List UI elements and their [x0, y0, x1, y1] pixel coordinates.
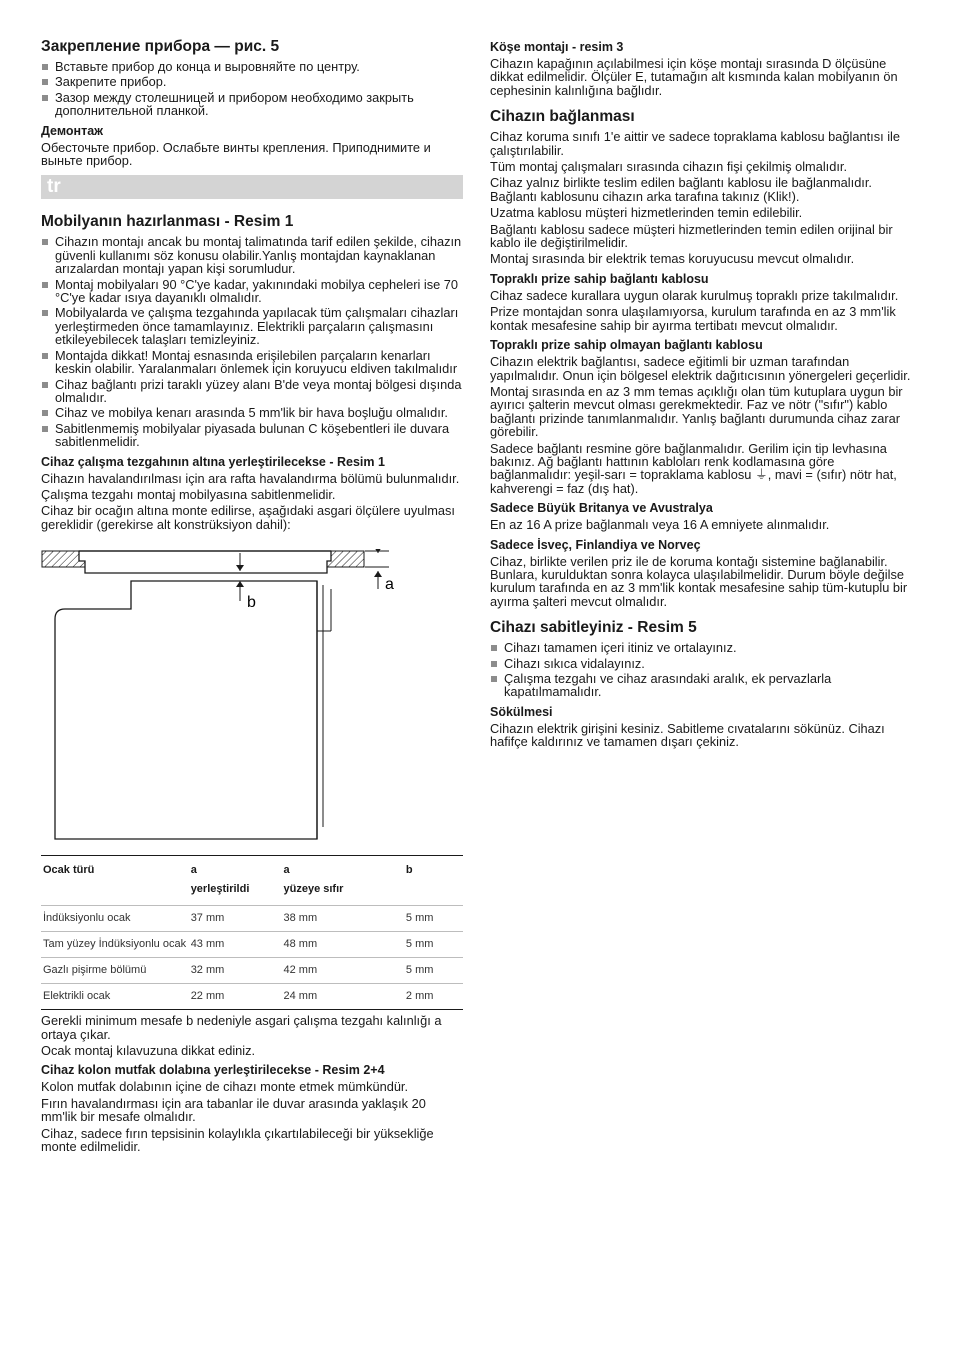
- list-item: Montajda dikkat! Montaj esnasında erişilebilen parçaların kenarları keskin olabilir. Yaralanmaları önlemek için koruyucu eldiven takılmalıdır: [41, 349, 463, 376]
- paragraph: Tüm montaj çalışmaları sırasında cihazın fişi çekilmiş olmalıdır.: [490, 159, 848, 175]
- list-item: Cihazın montajı ancak bu montaj talimatında tarif edilen şekilde, cihazın güvenli kullanımı söz konusu olabilir.Yanlış montajdan kaynaklanan arızalardan montajı yapan kişi sorumludur.: [41, 235, 463, 275]
- table-cell: Tam yüzey İndüksiyonlu ocak: [41, 932, 189, 958]
- table-header: a yüzeye sıfır: [283, 864, 344, 896]
- paragraph: Cihaz, birlikte verilen priz ile de koruma kontağı sistemine bağlanabilir. Bunlara, kurulduktan sonra kolayca ulaşılabilmelidir. Durum böyle değilse kurulum tarafında en az 3 mm'lik kontak mesafesine sahip tüm-kutuplu bir ayırma şalteri mevcut olmalıdır.: [490, 553, 908, 609]
- nordic-title: Sadece İsveç, Finlandiya ve Norveç: [490, 537, 701, 552]
- paragraph: Cihazın havalandırılması için ara rafta havalandırma bölümü bulunmalıdır.: [41, 470, 460, 486]
- topraksiz-title: Topraklı prize sahip olmayan bağlantı kablosu: [490, 338, 763, 353]
- paragraph: Prize montajdan sonra ulaşılamıyorsa, kurulum tarafında en az 3 mm'lik kontak mesafesine sahip bir ayırma tertibatı mevcut olmalıdır.: [490, 304, 896, 333]
- hob-outline: [79, 551, 331, 573]
- list-item: Çalışma tezgahı ve cihaz arasındaki aralık, ek pervazlarla kapatılmamalıdır.: [490, 672, 914, 699]
- paragraph: Ocak montaj kılavuzuna dikkat ediniz.: [41, 1042, 256, 1058]
- table-cell: 22 mm: [189, 984, 282, 1010]
- paragraph: Cihaz yalnız birlikte teslim edilen bağlantı kablosu ile bağlanmalıdır. Bağlantı kablosunu cihazın arka tarafına takınız (Klik!).: [490, 175, 872, 204]
- paragraph: Cihaz bir ocağın altına monte edilirse, aşağıdaki asgari ölçülere uyulması gereklidir (gerekirse alt konstrüksiyon dahil):: [41, 503, 455, 532]
- list-item: Mobilyalarda ve çalışma tezgahında yapılacak tüm çalışmaları cihazları yerleştirmeden önce tamamlayınız. Elektrikli parçaların çalışmasını etkileyebilecek talaşları temizleyiniz.: [41, 306, 463, 346]
- list-item: Sabitlenmemiş mobilyalar piyasada bulunan C köşebentleri ile duvara sabitlenmelidir.: [41, 422, 463, 449]
- ocak-title: Cihaz çalışma tezgahının altına yerleştirilecekse - Resim 1: [41, 454, 385, 469]
- list-item: Cihaz bağlantı prizi taraklı yüzey alanı B'de veya montaj bölgesi dışında olmalıdır.: [41, 378, 463, 405]
- paragraph: Uzatma kablosu müşteri hizmetlerinden temin edilebilir.: [490, 205, 803, 221]
- list-item: Montaj mobilyaları 90 °C'ye kadar, yakınındaki mobilya cepheleri ise 70 °C'ye kadar ısıya dayanıklı olmalıdır.: [41, 278, 463, 305]
- ru-section-title: Закрепление прибора — рис. 5: [41, 38, 280, 55]
- paragraph: Cihazın kapağının açılabilmesi için köşe montajı sırasında D ölçüsüne dikkat edilmelidir. Ölçüler E, tutamağın alt kısmında kalan mobilyanın ön cephesinin kalınlığına bağlıdır.: [490, 56, 898, 98]
- right-column: [490, 38, 914, 752]
- paragraph: Cihazın elektrik girişini kesiniz. Sabitleme cıvatalarını sökünüz. Cihazı hafifçe kaldırınız ve tamamen dışarı çekiniz.: [490, 720, 885, 750]
- ru-subsection-title: Демонтаж: [41, 123, 104, 138]
- mobilya-title: Mobilyanın hazırlanması - Resim 1: [41, 213, 294, 231]
- table-row: [41, 906, 463, 932]
- table-header: Ocak türü: [43, 864, 95, 877]
- list-item: Закрепите прибор.: [41, 75, 463, 88]
- table-cell: Gazlı pişirme bölümü: [41, 958, 189, 984]
- kolon-title: Cihaz kolon mutfak dolabına yerleştirilecekse - Resim 2+4: [41, 1063, 385, 1078]
- table-cell: Elektrikli ocak: [41, 984, 189, 1010]
- language-label: tr: [47, 176, 61, 198]
- paragraph: Cihaz, sadece fırın tepsisinin kolaylıkla çıkartılabileceği bir yüksekliğe monte edilmelidir.: [41, 1125, 434, 1154]
- list-item: Зазор между столешницей и прибором необходимо закрыть дополнительной планкой.: [41, 91, 463, 118]
- table-cell: 48 mm: [282, 932, 404, 958]
- ru-bullet-list: [41, 60, 463, 118]
- table-cell: 32 mm: [189, 958, 282, 984]
- table-cell: 2 mm: [404, 984, 463, 1010]
- list-item: Вставьте прибор до конца и выровняйте по центру.: [41, 60, 463, 73]
- table-cell: 43 mm: [189, 932, 282, 958]
- installation-diagram: [41, 549, 463, 849]
- table-header: b: [405, 864, 413, 877]
- language-bar: [41, 175, 463, 199]
- paragraph: Bağlantı kablosu sadece müşteri hizmetlerinden temin edilen orijinal bir kablo ile değiştirilmelidir.: [490, 221, 893, 251]
- paragraph: Fırın havalandırması için ara tabanlar ile duvar arasında yaklaşık 20 mm'lik bir mesafe olmalıdır.: [41, 1095, 426, 1125]
- label-b: b: [247, 594, 256, 612]
- table-row: [41, 958, 463, 984]
- paragraph: Çalışma tezgahı montaj mobilyasına sabitlenmelidir.: [41, 486, 336, 502]
- table-row: [41, 932, 463, 958]
- table-header: a yerleştirildi: [190, 864, 250, 896]
- paragraph: Gerekli minimum mesafe b nedeniyle asgari çalışma tezgahı kalınlığı a ortaya çıkar.: [41, 1013, 442, 1042]
- oven-outline: [55, 581, 317, 839]
- baglanti-title: Cihazın bağlanması: [490, 108, 635, 126]
- table-cell: 37 mm: [189, 906, 282, 932]
- paragraph: Cihaz koruma sınıfı 1'e aittir ve sadece topraklama kablosu bağlantısı ile çalıştırılabilir.: [490, 129, 901, 158]
- mobilya-bullet-list: [41, 235, 463, 448]
- paragraph: Kolon mutfak dolabının içine de cihazı monte etmek mümkündür.: [41, 1079, 409, 1095]
- table-cell: 5 mm: [404, 958, 463, 984]
- table-cell: 42 mm: [282, 958, 404, 984]
- paragraph: Montaj sırasında en az 3 mm temas açıklığı olan tüm kutuplara uygun bir ayırıcı şalterin mevcut olması gerekmektedir. Faz ve nötr ("sıfır") kablo bağlantı prizinde tanımlanmalıdır. Yanlış bağlantı durumunda cihaz zarar görebilir.: [490, 383, 903, 440]
- sokulmesi-title: Sökülmesi: [490, 704, 553, 719]
- toprakli-title: Topraklı prize sahip bağlantı kablosu: [490, 271, 709, 286]
- table-cell: 24 mm: [282, 984, 404, 1010]
- paragraph: En az 16 A prize bağlanmalı veya 16 A emniyete alınmalıdır.: [490, 517, 830, 533]
- sabitle-bullet-list: [490, 641, 914, 699]
- kose-title: Köşe montajı - resim 3: [490, 40, 624, 54]
- label-a: a: [385, 576, 394, 594]
- table-row: [41, 984, 463, 1010]
- ru-subsection-text: Обесточьте прибор. Ослабьте винты крепления. Приподнимите и выньте прибор.: [41, 139, 431, 169]
- list-item: Cihazı tamamen içeri itiniz ve ortalayınız.: [490, 641, 914, 654]
- paragraph: Sadece bağlantı resmine göre bağlanmalıdır. Gerilim için tip levhasına bakınız. Ağ bağlantı hattının kabloları renk kodlamasına göre bağlanmalıdır: yeşil-sarı = topraklama kablosu ⏚, mavi = (sıfır) nötr hat, kahverengi = faz (dış hat).: [490, 440, 897, 496]
- list-item: Cihazı sıkıca vidalayınız.: [490, 657, 914, 670]
- paragraph: Montaj sırasında bir elektrik temas koruyucusu mevcut olmalıdır.: [490, 251, 855, 267]
- sabitle-title: Cihazı sabitleyiniz - Resim 5: [490, 619, 697, 637]
- table-cell: İndüksiyonlu ocak: [41, 906, 189, 932]
- paragraph: Cihazın elektrik bağlantısı, sadece eğitimli bir uzman tarafından yapılmalıdır. Onun için bölgesel elektrik dağıtıcısının yönergeleri geçerlidir.: [490, 354, 911, 383]
- left-column: [41, 38, 463, 1156]
- table-cell: 38 mm: [282, 906, 404, 932]
- hob-distance-table: [41, 855, 463, 1010]
- gb-title: Sadece Büyük Britanya ve Avustralya: [490, 501, 713, 516]
- table-cell: 5 mm: [404, 906, 463, 932]
- table-cell: 5 mm: [404, 932, 463, 958]
- paragraph: Cihaz sadece kurallara uygun olarak kurulmuş topraklı prize takılmalıdır.: [490, 287, 899, 303]
- list-item: Cihaz ve mobilya kenarı arasında 5 mm'lik bir hava boşluğu olmalıdır.: [41, 406, 463, 419]
